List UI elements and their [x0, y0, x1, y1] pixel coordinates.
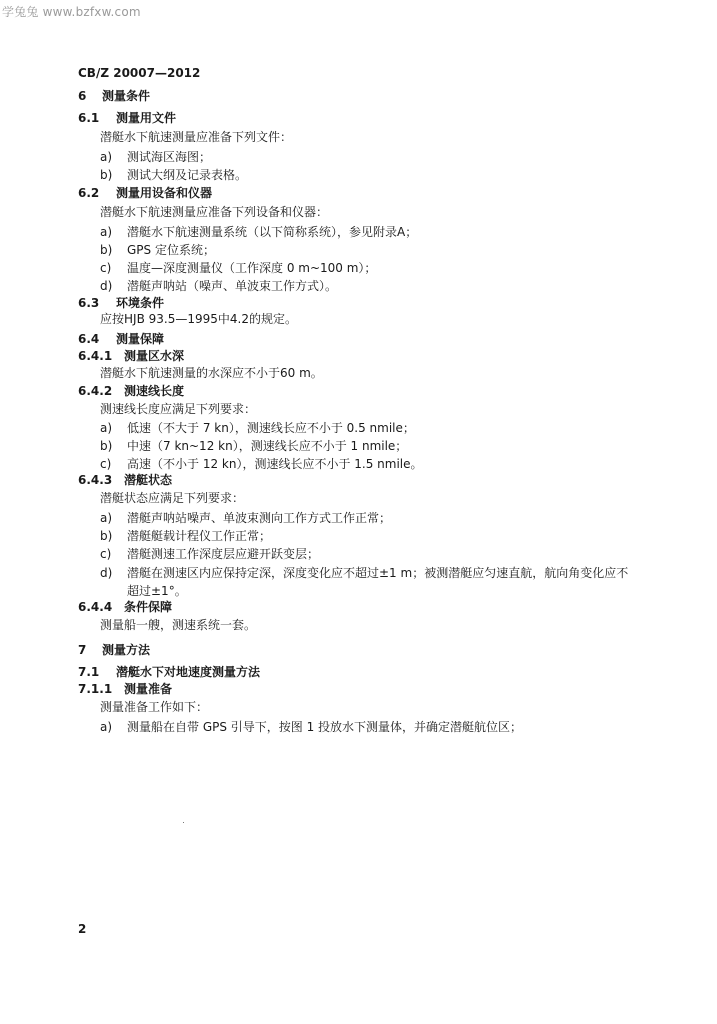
list-item-label: a) — [100, 150, 113, 164]
list-item-label: c) — [100, 261, 112, 275]
section-number: 6.4.1 — [78, 349, 113, 363]
list-item-label: a) — [100, 720, 113, 734]
list-item — [100, 511, 391, 525]
section-heading — [78, 111, 176, 125]
section-number: 6.3 — [78, 296, 100, 310]
section-title: 测速线长度 — [124, 384, 185, 398]
standard-id: CB/Z 20007—2012 — [78, 66, 201, 80]
section-heading — [78, 332, 164, 346]
section-heading — [78, 186, 212, 200]
list-item — [100, 566, 628, 580]
section-heading — [78, 473, 172, 487]
body-paragraph: 测速线长度应满足下列要求： — [100, 402, 257, 416]
section-number: 6.4.3 — [78, 473, 113, 487]
section-heading — [78, 643, 150, 657]
list-item — [100, 457, 423, 471]
list-item-label: c) — [100, 457, 112, 471]
watermark: 学兔兔 www.bzfxw.com — [2, 5, 141, 19]
list-item-text: 温度—深度测量仪（工作深度 0 m~100 m）； — [127, 261, 377, 275]
section-title: 测量保障 — [116, 332, 165, 346]
list-item — [100, 529, 271, 543]
list-item-label: a) — [100, 225, 113, 239]
list-item-text: 潜艇测速工作深度层应避开跃变层； — [127, 547, 320, 561]
list-item-label: b) — [100, 529, 113, 543]
section-title: 测量方法 — [102, 643, 151, 657]
section-title: 测量用文件 — [116, 111, 177, 125]
section-heading — [78, 349, 184, 363]
body-paragraph: 潜艇水下航速测量应准备下列文件： — [100, 130, 293, 144]
section-heading — [78, 89, 150, 103]
section-number: 6.1 — [78, 111, 100, 125]
section-title: 条件保障 — [124, 600, 173, 614]
list-item — [100, 261, 376, 275]
section-title: 环境条件 — [116, 296, 165, 310]
list-item-text: 潜艇水下航速测量系统（以下简称系统），参见附录A； — [127, 225, 418, 239]
list-item-label: b) — [100, 243, 113, 257]
list-item-label: d) — [100, 279, 113, 293]
list-item-text: 潜艇艇载计程仪工作正常； — [127, 529, 272, 543]
list-item-text: GPS 定位系统； — [127, 243, 215, 257]
section-title: 潜艇状态 — [124, 473, 173, 487]
list-item — [100, 439, 407, 453]
list-item-text: 高速（不小于 12 kn），测速线长应不小于 1.5 nmile。 — [127, 457, 423, 471]
body-paragraph: 潜艇状态应满足下列要求： — [100, 491, 245, 505]
page-number: 2 — [78, 922, 87, 936]
list-item-label: a) — [100, 421, 113, 435]
section-number: 7 — [78, 643, 87, 657]
list-item — [100, 421, 415, 435]
list-item-label: c) — [100, 547, 112, 561]
list-item-text: 测试海区海图； — [127, 150, 212, 164]
list-item-label: b) — [100, 168, 113, 182]
list-item — [100, 279, 337, 293]
section-heading — [78, 384, 184, 398]
list-item — [100, 243, 215, 257]
list-item — [100, 547, 319, 561]
body-paragraph: 潜艇水下航速测量应准备下列设备和仪器： — [100, 205, 329, 219]
section-heading — [78, 682, 172, 696]
list-item — [100, 168, 247, 182]
section-title: 测量准备 — [124, 682, 173, 696]
section-number: 6.2 — [78, 186, 100, 200]
scan-speck — [183, 822, 184, 823]
list-item — [100, 150, 211, 164]
section-number: 6 — [78, 89, 87, 103]
list-item-label: d) — [100, 566, 113, 580]
list-item-text: 测试大纲及记录表格。 — [127, 168, 248, 182]
body-paragraph: 测量船一艘，测速系统一套。 — [100, 618, 257, 632]
list-item-text: 中速（7 kn~12 kn），测速线长应不小于 1 nmile； — [127, 439, 408, 453]
body-paragraph: 潜艇水下航速测量的水深应不小于60 m。 — [100, 366, 323, 380]
list-item-continuation: 超过±1°。 — [127, 584, 187, 598]
section-heading — [78, 600, 172, 614]
body-paragraph: 测量准备工作如下： — [100, 700, 209, 714]
list-item-label: b) — [100, 439, 113, 453]
section-title: 测量条件 — [102, 89, 151, 103]
list-item-text: 测量船在自带 GPS 引导下，按图 1 投放水下测量体，并确定潜艇航位区； — [127, 720, 523, 734]
section-number: 6.4.4 — [78, 600, 113, 614]
section-number: 6.4 — [78, 332, 100, 346]
section-heading — [78, 665, 260, 679]
section-title: 潜艇水下对地速度测量方法 — [116, 665, 261, 679]
list-item-text: 潜艇声呐站噪声、单波束测向工作方式工作正常； — [127, 511, 392, 525]
list-item-text: 低速（不大于 7 kn），测速线长应不小于 0.5 nmile； — [127, 421, 415, 435]
list-item-label: a) — [100, 511, 113, 525]
list-item — [100, 225, 417, 239]
list-item — [100, 720, 522, 734]
body-paragraph: 应按HJB 93.5—1995中4.2的规定。 — [100, 312, 297, 326]
section-heading — [78, 296, 164, 310]
section-title: 测量区水深 — [124, 349, 185, 363]
list-item-text: 潜艇声呐站（噪声、单波束工作方式）。 — [127, 279, 338, 293]
section-number: 7.1 — [78, 665, 100, 679]
section-title: 测量用设备和仪器 — [116, 186, 213, 200]
list-item-text: 潜艇在测速区内应保持定深，深度变化应不超过±1 m；被测潜艇应匀速直航，航向角变化应不 — [127, 566, 629, 580]
section-number: 7.1.1 — [78, 682, 113, 696]
section-number: 6.4.2 — [78, 384, 113, 398]
